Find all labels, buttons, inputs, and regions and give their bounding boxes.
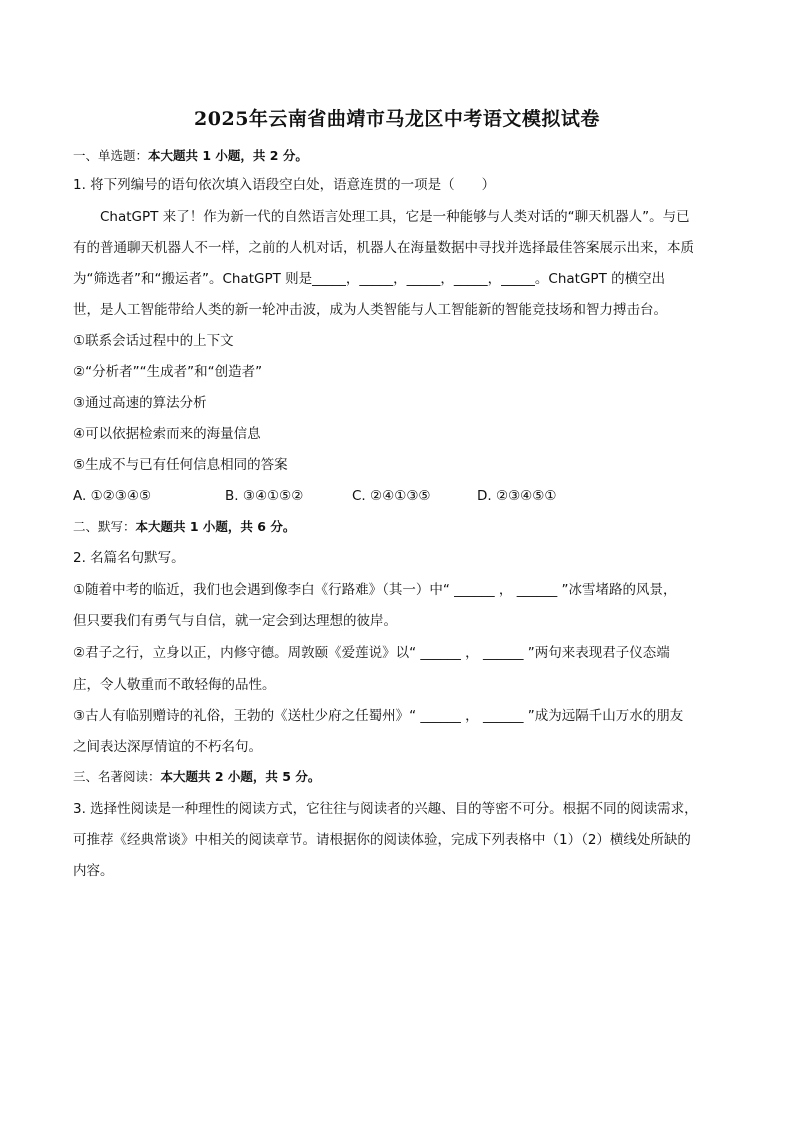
section-heading-3 xyxy=(73,767,733,787)
question-3-line: 内容。 xyxy=(73,863,114,879)
section-label: 三、名著阅读： xyxy=(73,769,161,784)
sentence-item: ②“分析者”“生成者”和“创造者” xyxy=(73,364,263,380)
sentence-item: ④可以依据检索而来的海量信息 xyxy=(73,426,261,442)
option-d[interactable]: D. ②③④⑤① xyxy=(477,488,557,504)
section-heading-2 xyxy=(73,517,733,537)
recitation-line: ②君子之行，立身以正，内修守德。周敦颐《爱莲说》以“ ______ ， ______ ”两句来表现君子仪态端 xyxy=(73,645,670,661)
section-label: 二、默写： xyxy=(73,519,136,534)
section-heading-1 xyxy=(73,146,733,166)
recitation-line: 但只要我们有勇气与自信，就一定会到达理想的彼岸。 xyxy=(73,613,397,629)
question-1-stem: 1. 将下列编号的语句依次填入语段空白处，语意连贯的一项是（ ） xyxy=(73,177,496,193)
question-3-line: 3. 选择性阅读是一种理性的阅读方式，它往往与阅读者的兴趣、目的等密不可分。根据不同的阅读需求， xyxy=(73,801,698,817)
sentence-item: ⑤生成不与已有任何信息相同的答案 xyxy=(73,457,288,473)
recitation-line: 之间表达深厚情谊的不朽名句。 xyxy=(73,739,262,755)
question-3-line: 可推荐《经典常谈》中相关的阅读章节。请根据你的阅读体验，完成下列表格中（1）（2）横线处所缺的 xyxy=(73,832,691,848)
recitation-line: ①随着中考的临近，我们也会遇到像李白《行路难》（其一）中“ ______ ， ______ ”冰雪堵路的风景， xyxy=(73,582,677,598)
option-a[interactable]: A. ①②③④⑤ xyxy=(73,488,152,504)
option-b[interactable]: B. ③④①⑤② xyxy=(225,488,304,504)
passage-line: 为“筛选者”和“搬运者”。ChatGPT 则是_____，_____，_____，_____，_____。ChatGPT 的横空出 xyxy=(73,271,666,287)
section-desc: 本大题共 1 小题，共 6 分。 xyxy=(135,519,296,534)
recitation-line: ③古人有临别赠诗的礼俗，王勃的《送杜少府之任蜀州》“ ______ ， ______ ”成为远隔千山万水的朋友 xyxy=(73,708,684,724)
passage-line: 世，是人工智能带给人类的新一轮冲击波，成为人类智能与人工智能新的智能竞技场和智力搏击台。 xyxy=(73,302,667,318)
question-2-stem: 2. 名篇名句默写。 xyxy=(73,550,185,566)
recitation-line: 庄，令人敬重而不敢轻侮的品性。 xyxy=(73,677,276,693)
passage-line: 有的普通聊天机器人不一样，之前的人机对话，机器人在海量数据中寻找并选择最佳答案展示出来，本质 xyxy=(73,240,694,256)
option-c[interactable]: C. ②④①③⑤ xyxy=(352,488,431,504)
sentence-item: ③通过高速的算法分析 xyxy=(73,395,207,411)
section-desc: 本大题共 2 小题，共 5 分。 xyxy=(160,769,321,784)
section-desc: 本大题共 1 小题，共 2 分。 xyxy=(148,148,308,163)
exam-title: 2025年云南省曲靖市马龙区中考语文模拟试卷 xyxy=(194,108,600,130)
passage-line: ChatGPT 来了！作为新一代的自然语言处理工具，它是一种能够与人类对话的“聊天机器人”。与已 xyxy=(100,209,690,225)
sentence-item: ①联系会话过程中的上下文 xyxy=(73,333,234,349)
section-label: 一、单选题： xyxy=(73,148,149,163)
